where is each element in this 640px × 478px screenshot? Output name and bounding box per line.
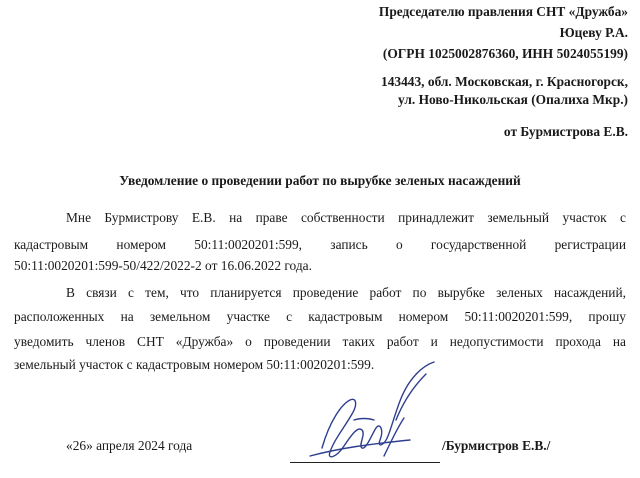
addressee-address-line-2: ул. Ново-Никольская (Опалиха Мкр.) [398,92,628,107]
paragraph-1-line-3: 50:11:0020201:599-50/422/2022-2 от 16.06.2022 года. [14,258,312,273]
paragraph-1-line-1: Мне Бурмистрову Е.В. на праве собственности принадлежит земельный участок с [66,210,626,225]
signature-date: «26» апреля 2024 года [66,438,193,453]
document-title: Уведомление о проведении работ по вырубке зеленых насаждений [119,173,521,188]
paragraph-2-line-1: В связи с тем, что планируется проведение работ по вырубке зеленых насаждений, [66,285,626,300]
addressee-line-3: (ОГРН 1025002876360, ИНН 5024055199) [382,46,628,61]
paragraph-2-line-4: земельный участок с кадастровым номером 50:11:0020201:599. [14,357,375,372]
addressee-line-2: Юцеву Р.А. [559,25,628,40]
paragraph-1-line-2: кадастровым номером 50:11:0020201:599, запись о государственной регистрации [14,237,626,252]
handwritten-signature-icon [300,360,450,470]
paragraph-2-line-2: расположенных на земельном участке с кадастровым номером 50:11:0020201:599, прошу [14,309,626,324]
paragraph-2-line-3: уведомить членов СНТ «Дружба» о проведении таких работ и недопустимости прохода на [14,334,626,349]
addressee-address-line-1: 143443, обл. Московская, г. Красногорск, [381,74,628,89]
signature-name: /Бурмистров Е.В./ [442,438,551,453]
addressee-line-1: Председателю правления СНТ «Дружба» [378,4,628,19]
sender-line: от Бурмистрова Е.В. [503,124,628,139]
